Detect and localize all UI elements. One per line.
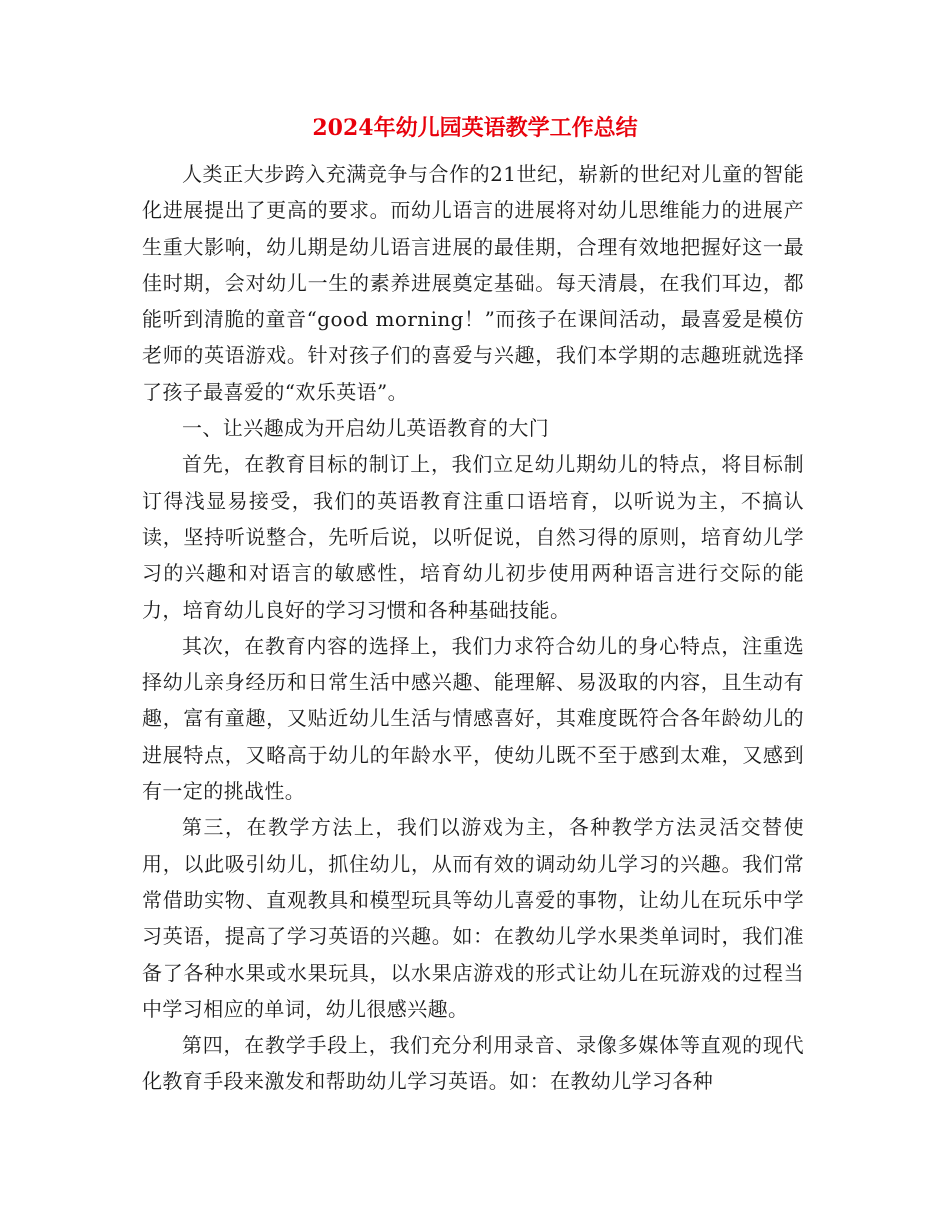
document-body: [142, 156, 804, 1100]
section-heading-1: 一、让兴趣成为开启幼儿英语教育的大门: [182, 416, 550, 441]
paragraph-first: 首先，在教育目标的制订上，我们立足幼儿期幼儿的特点，将目标制订得浅显易接受，我们的英语教育注重口语培育，以听说为主，不搞认读，坚持听说整合，先听后说，以听促说，自然习得的原则，培育幼儿学习的兴趣和对语言的敏感性，培育幼儿初步使用两种语言进行交际的能力，培育幼儿良好的学习习惯和各种基础技能。: [142, 452, 804, 622]
document-title: 2024年幼儿园英语教学工作总结: [312, 115, 638, 141]
paragraph-third: 第三，在教学方法上，我们以游戏为主，各种教学方法灵活交替使用，以此吸引幼儿，抓住幼儿，从而有效的调动幼儿学习的兴趣。我们常常借助实物、直观教具和模型玩具等幼儿喜爱的事物，让幼儿在玩乐中学习英语，提高了学习英语的兴趣。如：在教幼儿学水果类单词时，我们准备了各种水果或水果玩具，以水果店游戏的形式让幼儿在玩游戏的过程当中学习相应的单词，幼儿很感兴趣。: [142, 815, 804, 1021]
paragraph-fourth: 第四，在教学手段上，我们充分利用录音、录像多媒体等直观的现代化教育手段来激发和帮助幼儿学习英语。如：在教幼儿学习各种: [142, 1033, 804, 1094]
paragraph-second: 其次，在教育内容的选择上，我们力求符合幼儿的身心特点，注重选择幼儿亲身经历和日常生活中感兴趣、能理解、易汲取的内容，且生动有趣，富有童趣，又贴近幼儿生活与情感喜好，其难度既符合各年龄幼儿的进展特点，又略高于幼儿的年龄水平，使幼儿既不至于感到太难，又感到有一定的挑战性。: [142, 633, 804, 804]
paragraph-intro: 人类正大步跨入充满竞争与合作的21世纪，崭新的世纪对儿童的智能化进展提出了更高的要求。而幼儿语言的进展将对幼儿思维能力的进展产生重大影响，幼儿期是幼儿语言进展的最佳期，合理有效地把握好这一最佳时期，会对幼儿一生的素养进展奠定基础。每天清晨，在我们耳边，都能听到清脆的童音“good morning！”而孩子在课间活动，最喜爱是模仿老师的英语游戏。针对孩子们的喜爱与兴趣，我们本学期的志趣班就选择了孩子最喜爱的“欢乐英语”。: [142, 162, 804, 404]
